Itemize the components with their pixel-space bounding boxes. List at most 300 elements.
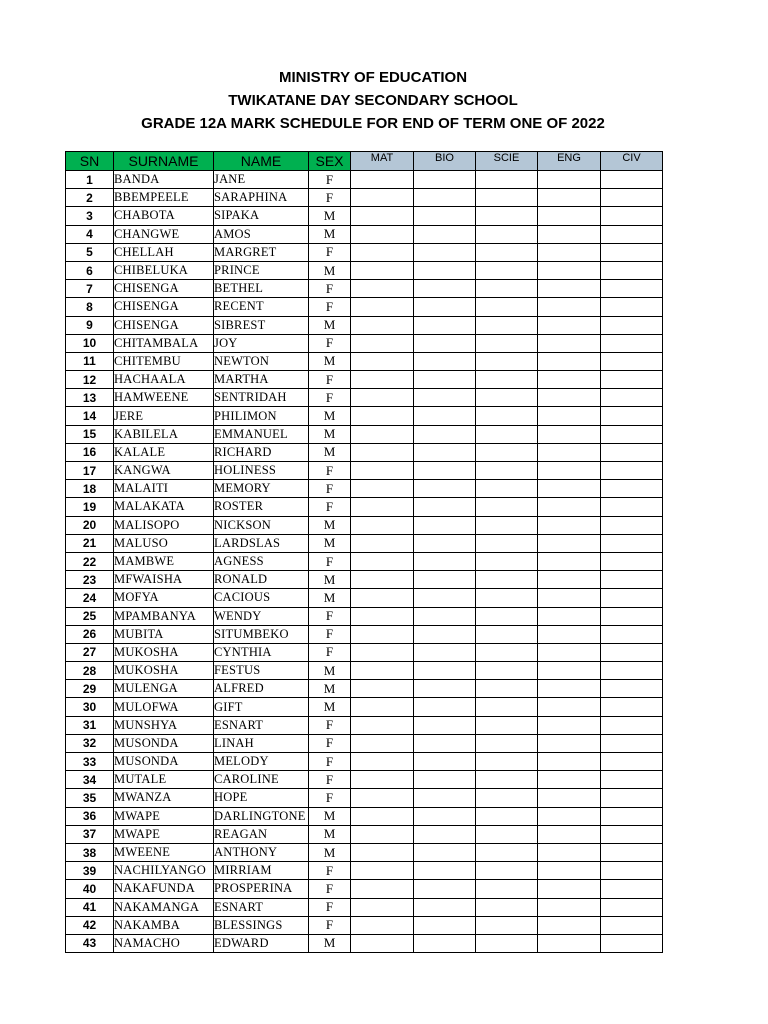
bio-mark-cell[interactable] (414, 916, 476, 934)
surname-cell: MWAPE (114, 807, 214, 825)
name-cell: PROSPERINA (214, 880, 309, 898)
bio-mark-cell[interactable] (414, 389, 476, 407)
bio-mark-cell[interactable] (414, 716, 476, 734)
scie-mark-cell[interactable] (476, 189, 538, 207)
eng-mark-cell[interactable] (538, 734, 601, 752)
mat-mark-cell[interactable] (351, 225, 414, 243)
civ-mark-cell[interactable] (601, 843, 663, 861)
scie-mark-cell[interactable] (476, 807, 538, 825)
mat-mark-cell[interactable] (351, 625, 414, 643)
civ-mark-cell[interactable] (601, 825, 663, 843)
civ-mark-cell[interactable] (601, 425, 663, 443)
sex-cell: M (309, 825, 351, 843)
bio-mark-cell[interactable] (414, 225, 476, 243)
scie-mark-cell[interactable] (476, 261, 538, 279)
scie-mark-cell[interactable] (476, 789, 538, 807)
table-row (66, 753, 663, 771)
eng-mark-cell[interactable] (538, 571, 601, 589)
civ-mark-cell[interactable] (601, 552, 663, 570)
civ-mark-cell[interactable] (601, 789, 663, 807)
sex-cell: F (309, 189, 351, 207)
surname-cell: CHISENGA (114, 316, 214, 334)
sex-cell: F (309, 334, 351, 352)
mat-mark-cell[interactable] (351, 352, 414, 370)
bio-mark-cell[interactable] (414, 680, 476, 698)
surname-cell: MOFYA (114, 589, 214, 607)
mat-mark-cell[interactable] (351, 716, 414, 734)
sex-cell: M (309, 534, 351, 552)
bio-mark-cell[interactable] (414, 734, 476, 752)
scie-mark-cell[interactable] (476, 480, 538, 498)
mat-mark-cell[interactable] (351, 934, 414, 952)
civ-mark-cell[interactable] (601, 680, 663, 698)
serial-number-cell: 10 (66, 334, 114, 352)
surname-cell: MWEENE (114, 843, 214, 861)
eng-mark-cell[interactable] (538, 407, 601, 425)
scie-mark-cell[interactable] (476, 552, 538, 570)
eng-mark-cell[interactable] (538, 643, 601, 661)
bio-mark-cell[interactable] (414, 589, 476, 607)
scie-mark-cell[interactable] (476, 225, 538, 243)
name-cell: ESNART (214, 898, 309, 916)
mat-mark-cell[interactable] (351, 480, 414, 498)
eng-mark-cell[interactable] (538, 916, 601, 934)
civ-mark-cell[interactable] (601, 534, 663, 552)
civ-mark-cell[interactable] (601, 407, 663, 425)
name-cell: CYNTHIA (214, 643, 309, 661)
mat-mark-cell[interactable] (351, 789, 414, 807)
bio-mark-cell[interactable] (414, 825, 476, 843)
serial-number-cell: 26 (66, 625, 114, 643)
mat-mark-cell[interactable] (351, 498, 414, 516)
civ-mark-cell[interactable] (601, 625, 663, 643)
scie-mark-cell[interactable] (476, 498, 538, 516)
mat-mark-cell[interactable] (351, 298, 414, 316)
sex-cell: F (309, 625, 351, 643)
scie-mark-cell[interactable] (476, 425, 538, 443)
scie-mark-cell[interactable] (476, 880, 538, 898)
name-cell: GIFT (214, 698, 309, 716)
bio-mark-cell[interactable] (414, 662, 476, 680)
eng-mark-cell[interactable] (538, 753, 601, 771)
civ-mark-cell[interactable] (601, 389, 663, 407)
serial-number-cell: 31 (66, 716, 114, 734)
sex-cell: F (309, 880, 351, 898)
name-cell: SARAPHINA (214, 189, 309, 207)
table-row (66, 716, 663, 734)
civ-mark-cell[interactable] (601, 316, 663, 334)
name-cell: SENTRIDAH (214, 389, 309, 407)
scie-mark-cell[interactable] (476, 698, 538, 716)
civ-mark-cell[interactable] (601, 571, 663, 589)
serial-number-cell: 4 (66, 225, 114, 243)
mat-mark-cell[interactable] (351, 243, 414, 261)
serial-number-cell: 25 (66, 607, 114, 625)
surname-cell: MALISOPO (114, 516, 214, 534)
eng-mark-cell[interactable] (538, 334, 601, 352)
scie-mark-cell[interactable] (476, 371, 538, 389)
table-row (66, 207, 663, 225)
civ-mark-cell[interactable] (601, 662, 663, 680)
mat-mark-cell[interactable] (351, 825, 414, 843)
scie-mark-cell[interactable] (476, 243, 538, 261)
mat-mark-cell[interactable] (351, 862, 414, 880)
sex-cell: M (309, 316, 351, 334)
bio-mark-cell[interactable] (414, 789, 476, 807)
eng-mark-cell[interactable] (538, 716, 601, 734)
surname-cell: MULOFWA (114, 698, 214, 716)
serial-number-cell: 37 (66, 825, 114, 843)
civ-mark-cell[interactable] (601, 716, 663, 734)
bio-mark-cell[interactable] (414, 280, 476, 298)
bio-mark-cell[interactable] (414, 934, 476, 952)
civ-mark-cell[interactable] (601, 753, 663, 771)
bio-mark-cell[interactable] (414, 480, 476, 498)
serial-number-cell: 7 (66, 280, 114, 298)
name-cell: BETHEL (214, 280, 309, 298)
name-cell: FESTUS (214, 662, 309, 680)
mat-mark-cell[interactable] (351, 407, 414, 425)
civ-mark-cell[interactable] (601, 225, 663, 243)
scie-mark-cell[interactable] (476, 716, 538, 734)
civ-mark-cell[interactable] (601, 261, 663, 279)
sex-cell: F (309, 643, 351, 661)
name-cell: RONALD (214, 571, 309, 589)
sex-cell: F (309, 371, 351, 389)
civ-mark-cell[interactable] (601, 898, 663, 916)
bio-mark-cell[interactable] (414, 298, 476, 316)
mat-mark-cell[interactable] (351, 898, 414, 916)
sex-cell: F (309, 862, 351, 880)
mat-mark-cell[interactable] (351, 425, 414, 443)
scie-mark-cell[interactable] (476, 898, 538, 916)
civ-mark-cell[interactable] (601, 371, 663, 389)
civ-mark-cell[interactable] (601, 280, 663, 298)
table-row (66, 807, 663, 825)
mat-mark-cell[interactable] (351, 207, 414, 225)
bio-mark-cell[interactable] (414, 534, 476, 552)
eng-mark-cell[interactable] (538, 316, 601, 334)
mat-mark-cell[interactable] (351, 552, 414, 570)
serial-number-cell: 40 (66, 880, 114, 898)
mat-mark-cell[interactable] (351, 643, 414, 661)
table-row (66, 571, 663, 589)
eng-mark-cell[interactable] (538, 589, 601, 607)
eng-mark-cell[interactable] (538, 698, 601, 716)
scie-mark-cell[interactable] (476, 680, 538, 698)
civ-mark-cell[interactable] (601, 298, 663, 316)
scie-mark-cell[interactable] (476, 298, 538, 316)
mat-mark-cell[interactable] (351, 171, 414, 189)
mat-mark-cell[interactable] (351, 462, 414, 480)
table-row (66, 625, 663, 643)
civ-mark-cell[interactable] (601, 698, 663, 716)
mat-mark-cell[interactable] (351, 280, 414, 298)
surname-cell: CHISENGA (114, 280, 214, 298)
civ-mark-cell[interactable] (601, 243, 663, 261)
serial-number-cell: 24 (66, 589, 114, 607)
bio-mark-cell[interactable] (414, 643, 476, 661)
eng-mark-cell[interactable] (538, 789, 601, 807)
column-header-mat: MAT (351, 152, 414, 171)
table-row (66, 261, 663, 279)
civ-mark-cell[interactable] (601, 734, 663, 752)
eng-mark-cell[interactable] (538, 934, 601, 952)
table-row (66, 680, 663, 698)
bio-mark-cell[interactable] (414, 243, 476, 261)
bio-mark-cell[interactable] (414, 462, 476, 480)
name-cell: CACIOUS (214, 589, 309, 607)
surname-cell: MPAMBANYA (114, 607, 214, 625)
surname-cell: CHITAMBALA (114, 334, 214, 352)
eng-mark-cell[interactable] (538, 516, 601, 534)
scie-mark-cell[interactable] (476, 352, 538, 370)
scie-mark-cell[interactable] (476, 207, 538, 225)
eng-mark-cell[interactable] (538, 843, 601, 861)
eng-mark-cell[interactable] (538, 243, 601, 261)
eng-mark-cell[interactable] (538, 825, 601, 843)
mat-mark-cell[interactable] (351, 843, 414, 861)
civ-mark-cell[interactable] (601, 352, 663, 370)
bio-mark-cell[interactable] (414, 898, 476, 916)
scie-mark-cell[interactable] (476, 934, 538, 952)
bio-mark-cell[interactable] (414, 843, 476, 861)
sex-cell: F (309, 916, 351, 934)
eng-mark-cell[interactable] (538, 552, 601, 570)
eng-mark-cell[interactable] (538, 389, 601, 407)
bio-mark-cell[interactable] (414, 607, 476, 625)
mat-mark-cell[interactable] (351, 698, 414, 716)
table-row (66, 552, 663, 570)
mat-mark-cell[interactable] (351, 880, 414, 898)
mat-mark-cell[interactable] (351, 516, 414, 534)
eng-mark-cell[interactable] (538, 443, 601, 461)
name-cell: JANE (214, 171, 309, 189)
civ-mark-cell[interactable] (601, 207, 663, 225)
mat-mark-cell[interactable] (351, 734, 414, 752)
bio-mark-cell[interactable] (414, 880, 476, 898)
bio-mark-cell[interactable] (414, 189, 476, 207)
eng-mark-cell[interactable] (538, 625, 601, 643)
sex-cell: F (309, 753, 351, 771)
scie-mark-cell[interactable] (476, 643, 538, 661)
eng-mark-cell[interactable] (538, 771, 601, 789)
table-row (66, 352, 663, 370)
bio-mark-cell[interactable] (414, 625, 476, 643)
scie-mark-cell[interactable] (476, 771, 538, 789)
mat-mark-cell[interactable] (351, 680, 414, 698)
sex-cell: M (309, 207, 351, 225)
name-cell: NICKSON (214, 516, 309, 534)
serial-number-cell: 36 (66, 807, 114, 825)
scie-mark-cell[interactable] (476, 734, 538, 752)
scie-mark-cell[interactable] (476, 443, 538, 461)
mat-mark-cell[interactable] (351, 571, 414, 589)
bio-mark-cell[interactable] (414, 771, 476, 789)
scie-mark-cell[interactable] (476, 843, 538, 861)
eng-mark-cell[interactable] (538, 898, 601, 916)
surname-cell: MALAKATA (114, 498, 214, 516)
eng-mark-cell[interactable] (538, 862, 601, 880)
column-header-name: NAME (214, 152, 309, 171)
table-row (66, 898, 663, 916)
surname-cell: JERE (114, 407, 214, 425)
scie-mark-cell[interactable] (476, 625, 538, 643)
civ-mark-cell[interactable] (601, 607, 663, 625)
column-header-sn: SN (66, 152, 114, 171)
bio-mark-cell[interactable] (414, 425, 476, 443)
name-cell: LARDSLAS (214, 534, 309, 552)
table-row (66, 443, 663, 461)
scie-mark-cell[interactable] (476, 825, 538, 843)
civ-mark-cell[interactable] (601, 462, 663, 480)
bio-mark-cell[interactable] (414, 261, 476, 279)
scie-mark-cell[interactable] (476, 334, 538, 352)
civ-mark-cell[interactable] (601, 807, 663, 825)
eng-mark-cell[interactable] (538, 261, 601, 279)
mat-mark-cell[interactable] (351, 807, 414, 825)
sex-cell: M (309, 589, 351, 607)
mat-mark-cell[interactable] (351, 371, 414, 389)
scie-mark-cell[interactable] (476, 171, 538, 189)
mat-mark-cell[interactable] (351, 316, 414, 334)
serial-number-cell: 38 (66, 843, 114, 861)
mat-mark-cell[interactable] (351, 389, 414, 407)
bio-mark-cell[interactable] (414, 407, 476, 425)
column-header-scie: SCIE (476, 152, 538, 171)
eng-mark-cell[interactable] (538, 225, 601, 243)
eng-mark-cell[interactable] (538, 880, 601, 898)
mat-mark-cell[interactable] (351, 534, 414, 552)
scie-mark-cell[interactable] (476, 534, 538, 552)
eng-mark-cell[interactable] (538, 607, 601, 625)
eng-mark-cell[interactable] (538, 462, 601, 480)
bio-mark-cell[interactable] (414, 443, 476, 461)
table-row (66, 389, 663, 407)
sex-cell: F (309, 243, 351, 261)
serial-number-cell: 11 (66, 352, 114, 370)
scie-mark-cell[interactable] (476, 916, 538, 934)
eng-mark-cell[interactable] (538, 371, 601, 389)
civ-mark-cell[interactable] (601, 480, 663, 498)
scie-mark-cell[interactable] (476, 280, 538, 298)
bio-mark-cell[interactable] (414, 334, 476, 352)
bio-mark-cell[interactable] (414, 698, 476, 716)
bio-mark-cell[interactable] (414, 571, 476, 589)
bio-mark-cell[interactable] (414, 352, 476, 370)
civ-mark-cell[interactable] (601, 443, 663, 461)
serial-number-cell: 18 (66, 480, 114, 498)
table-row (66, 334, 663, 352)
bio-mark-cell[interactable] (414, 516, 476, 534)
bio-mark-cell[interactable] (414, 316, 476, 334)
scie-mark-cell[interactable] (476, 407, 538, 425)
name-cell: HOLINESS (214, 462, 309, 480)
eng-mark-cell[interactable] (538, 352, 601, 370)
mat-mark-cell[interactable] (351, 662, 414, 680)
scie-mark-cell[interactable] (476, 589, 538, 607)
eng-mark-cell[interactable] (538, 298, 601, 316)
civ-mark-cell[interactable] (601, 589, 663, 607)
eng-mark-cell[interactable] (538, 171, 601, 189)
serial-number-cell: 14 (66, 407, 114, 425)
scie-mark-cell[interactable] (476, 316, 538, 334)
sex-cell: F (309, 171, 351, 189)
name-cell: MELODY (214, 753, 309, 771)
eng-mark-cell[interactable] (538, 480, 601, 498)
bio-mark-cell[interactable] (414, 753, 476, 771)
serial-number-cell: 43 (66, 934, 114, 952)
bio-mark-cell[interactable] (414, 371, 476, 389)
bio-mark-cell[interactable] (414, 498, 476, 516)
eng-mark-cell[interactable] (538, 189, 601, 207)
mat-mark-cell[interactable] (351, 753, 414, 771)
name-cell: LINAH (214, 734, 309, 752)
civ-mark-cell[interactable] (601, 643, 663, 661)
mat-mark-cell[interactable] (351, 189, 414, 207)
sex-cell: M (309, 261, 351, 279)
scie-mark-cell[interactable] (476, 662, 538, 680)
bio-mark-cell[interactable] (414, 552, 476, 570)
scie-mark-cell[interactable] (476, 389, 538, 407)
mat-mark-cell[interactable] (351, 607, 414, 625)
scie-mark-cell[interactable] (476, 462, 538, 480)
mat-mark-cell[interactable] (351, 334, 414, 352)
civ-mark-cell[interactable] (601, 771, 663, 789)
civ-mark-cell[interactable] (601, 171, 663, 189)
eng-mark-cell[interactable] (538, 498, 601, 516)
civ-mark-cell[interactable] (601, 916, 663, 934)
eng-mark-cell[interactable] (538, 680, 601, 698)
serial-number-cell: 39 (66, 862, 114, 880)
mat-mark-cell[interactable] (351, 771, 414, 789)
eng-mark-cell[interactable] (538, 807, 601, 825)
bio-mark-cell[interactable] (414, 171, 476, 189)
eng-mark-cell[interactable] (538, 280, 601, 298)
name-cell: MEMORY (214, 480, 309, 498)
civ-mark-cell[interactable] (601, 516, 663, 534)
eng-mark-cell[interactable] (538, 662, 601, 680)
scie-mark-cell[interactable] (476, 571, 538, 589)
civ-mark-cell[interactable] (601, 880, 663, 898)
mat-mark-cell[interactable] (351, 443, 414, 461)
table-row (66, 298, 663, 316)
eng-mark-cell[interactable] (538, 534, 601, 552)
bio-mark-cell[interactable] (414, 207, 476, 225)
mat-mark-cell[interactable] (351, 261, 414, 279)
civ-mark-cell[interactable] (601, 862, 663, 880)
eng-mark-cell[interactable] (538, 207, 601, 225)
bio-mark-cell[interactable] (414, 862, 476, 880)
civ-mark-cell[interactable] (601, 934, 663, 952)
name-cell: PHILIMON (214, 407, 309, 425)
scie-mark-cell[interactable] (476, 862, 538, 880)
scie-mark-cell[interactable] (476, 516, 538, 534)
scie-mark-cell[interactable] (476, 753, 538, 771)
table-row (66, 589, 663, 607)
civ-mark-cell[interactable] (601, 498, 663, 516)
mat-mark-cell[interactable] (351, 916, 414, 934)
scie-mark-cell[interactable] (476, 607, 538, 625)
table-row (66, 916, 663, 934)
civ-mark-cell[interactable] (601, 334, 663, 352)
surname-cell: MUSONDA (114, 753, 214, 771)
bio-mark-cell[interactable] (414, 807, 476, 825)
name-cell: MIRRIAM (214, 862, 309, 880)
eng-mark-cell[interactable] (538, 425, 601, 443)
mat-mark-cell[interactable] (351, 589, 414, 607)
civ-mark-cell[interactable] (601, 189, 663, 207)
